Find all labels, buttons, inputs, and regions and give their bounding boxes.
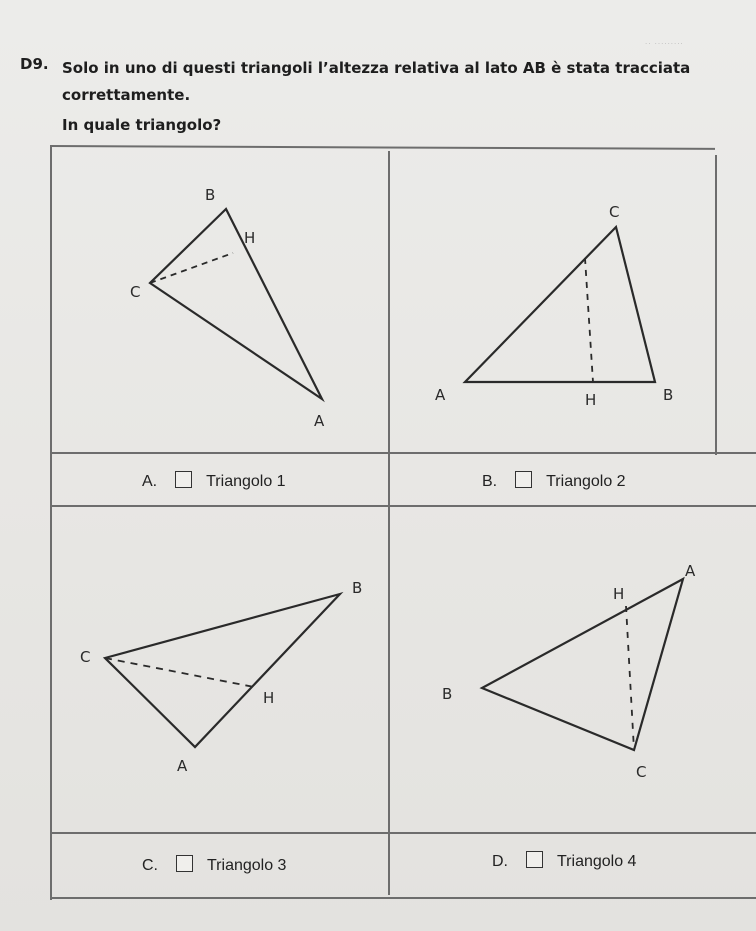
triangle-2-label-c: C: [609, 203, 620, 221]
option-a-checkbox[interactable]: [175, 471, 192, 488]
triangle-4-label-h: H: [613, 585, 625, 603]
option-a-label: Triangolo 1: [206, 473, 286, 490]
triangle-1-figure: [50, 145, 388, 452]
option-b-letter: B.: [482, 473, 498, 490]
triangle-3-label-a: A: [177, 757, 188, 775]
grid-line-row3: [50, 832, 756, 834]
triangle-1-shape: [150, 209, 322, 399]
triangle-2-label-a: A: [435, 386, 446, 404]
triangle-4-label-c: C: [636, 763, 647, 781]
triangle-2-height: [585, 258, 593, 382]
option-a-letter: A.: [142, 473, 158, 490]
option-d-checkbox[interactable]: [526, 851, 543, 868]
faint-stamp: ·· ·········: [645, 40, 684, 48]
triangle-3-label-b: B: [352, 579, 363, 597]
option-d-label: Triangolo 4: [557, 853, 637, 870]
triangle-4-shape: [482, 579, 683, 750]
question-number: D9.: [20, 55, 49, 73]
triangle-3-label-h: H: [263, 689, 275, 707]
triangle-3-shape: [105, 594, 340, 747]
triangle-4-figure: [389, 506, 756, 832]
option-b-checkbox[interactable]: [515, 471, 532, 488]
option-c-label: Triangolo 3: [207, 857, 287, 874]
option-d[interactable]: [492, 851, 636, 871]
triangle-1-label-c: C: [130, 283, 141, 301]
answer-grid: [50, 145, 756, 900]
option-c[interactable]: [142, 855, 286, 875]
triangle-4-label-a: A: [685, 562, 696, 580]
triangle-4-height: [626, 606, 634, 750]
grid-line-bottom: [50, 897, 756, 899]
grid-line-row1: [50, 452, 756, 454]
triangle-3-figure: [50, 506, 388, 832]
triangle-1-label-b: B: [205, 186, 216, 204]
triangle-1-label-h: H: [244, 229, 256, 247]
question-text: Solo in uno di questi triangoli l’altezza relativa al lato AB è stata tracciata correttamente.: [62, 59, 691, 104]
triangle-4-label-b: B: [442, 685, 453, 703]
option-a[interactable]: [142, 471, 286, 491]
option-b-label: Triangolo 2: [546, 473, 626, 490]
triangle-2-label-b: B: [663, 386, 674, 404]
triangle-2-figure: [389, 145, 716, 452]
option-c-letter: C.: [142, 857, 158, 874]
question-subtext: In quale triangolo?: [62, 116, 222, 134]
option-c-checkbox[interactable]: [176, 855, 193, 872]
triangle-3-height: [105, 658, 254, 687]
triangle-3-label-c: C: [80, 648, 91, 666]
option-d-letter: D.: [492, 853, 508, 870]
triangle-1-label-a: A: [314, 412, 325, 430]
triangle-1-height: [150, 253, 233, 283]
option-b[interactable]: [482, 471, 626, 491]
triangle-2-label-h: H: [585, 391, 597, 409]
triangle-2-shape: [465, 227, 655, 382]
